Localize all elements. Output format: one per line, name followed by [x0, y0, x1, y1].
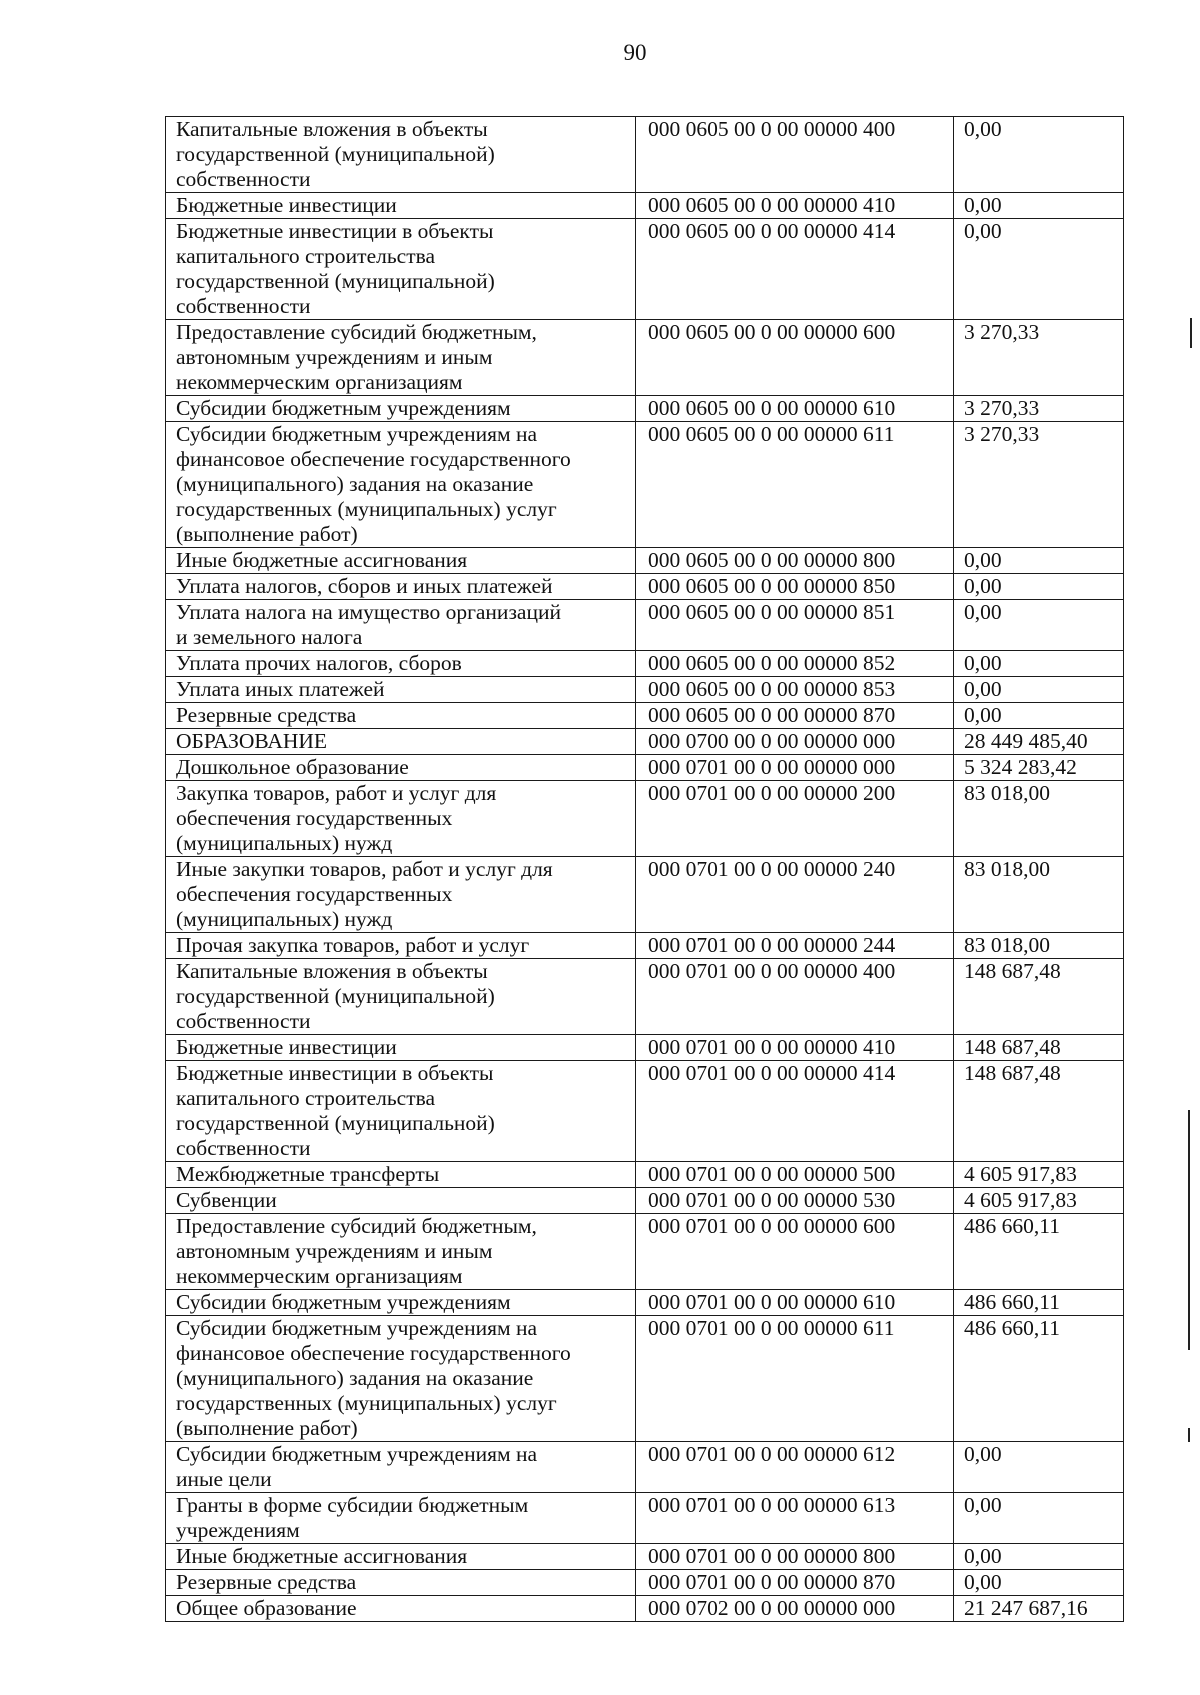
row-code-cell: 000 0701 00 0 00 00000 240 — [636, 857, 954, 933]
row-amount-cell: 28 449 485,40 — [954, 729, 1124, 755]
row-name-cell: Уплата налога на имущество организаций и земельного налога — [166, 600, 636, 651]
row-code-cell: 000 0701 00 0 00 00000 613 — [636, 1493, 954, 1544]
row-name-cell: Капитальные вложения в объекты государственной (муниципальной) собственности — [166, 117, 636, 193]
row-name-cell: Предоставление субсидий бюджетным, автономным учреждениям и иным некоммерческим организациям — [166, 1214, 636, 1290]
row-code-cell: 000 0701 00 0 00 00000 530 — [636, 1188, 954, 1214]
table-row — [166, 755, 1124, 781]
row-amount-cell: 4 605 917,83 — [954, 1188, 1124, 1214]
row-code-cell: 000 0605 00 0 00 00000 610 — [636, 396, 954, 422]
row-code-cell: 000 0701 00 0 00 00000 611 — [636, 1316, 954, 1442]
row-code-cell: 000 0702 00 0 00 00000 000 — [636, 1596, 954, 1622]
table-row — [166, 677, 1124, 703]
row-code-cell: 000 0701 00 0 00 00000 500 — [636, 1162, 954, 1188]
row-amount-cell: 0,00 — [954, 677, 1124, 703]
table-row — [166, 1035, 1124, 1061]
table-row — [166, 600, 1124, 651]
row-code-cell: 000 0701 00 0 00 00000 410 — [636, 1035, 954, 1061]
row-code-cell: 000 0701 00 0 00 00000 870 — [636, 1570, 954, 1596]
table-row — [166, 1493, 1124, 1544]
row-name-cell: Бюджетные инвестиции в объекты капитального строительства государственной (муниципальной) собственности — [166, 1061, 636, 1162]
scan-edge-mark — [1188, 1110, 1190, 1350]
row-name-cell: Общее образование — [166, 1596, 636, 1622]
page-number: 90 — [623, 40, 647, 65]
table-row — [166, 396, 1124, 422]
row-name-cell: Резервные средства — [166, 1570, 636, 1596]
row-amount-cell: 4 605 917,83 — [954, 1162, 1124, 1188]
row-code-cell: 000 0700 00 0 00 00000 000 — [636, 729, 954, 755]
row-name-cell: Субсидии бюджетным учреждениям на иные цели — [166, 1442, 636, 1493]
row-amount-cell: 486 660,11 — [954, 1214, 1124, 1290]
row-code-cell: 000 0605 00 0 00 00000 870 — [636, 703, 954, 729]
row-name-cell: Бюджетные инвестиции в объекты капитального строительства государственной (муниципальной) собственности — [166, 219, 636, 320]
table-row — [166, 857, 1124, 933]
row-code-cell: 000 0605 00 0 00 00000 611 — [636, 422, 954, 548]
table-row — [166, 574, 1124, 600]
row-name-cell: Уплата прочих налогов, сборов — [166, 651, 636, 677]
table-row — [166, 729, 1124, 755]
row-code-cell: 000 0605 00 0 00 00000 851 — [636, 600, 954, 651]
row-amount-cell: 83 018,00 — [954, 857, 1124, 933]
row-name-cell: Субсидии бюджетным учреждениям на финансовое обеспечение государственного (муниципального) задания на оказание государственных (муниципальных) услуг (выполнение работ) — [166, 422, 636, 548]
row-amount-cell: 0,00 — [954, 548, 1124, 574]
budget-table-body — [166, 117, 1124, 1622]
row-name-cell: Предоставление субсидий бюджетным, автономным учреждениям и иным некоммерческим организациям — [166, 320, 636, 396]
row-name-cell: Уплата налогов, сборов и иных платежей — [166, 574, 636, 600]
table-row — [166, 548, 1124, 574]
table-row — [166, 1316, 1124, 1442]
table-row — [166, 1570, 1124, 1596]
row-amount-cell: 3 270,33 — [954, 396, 1124, 422]
row-name-cell: Капитальные вложения в объекты государственной (муниципальной) собственности — [166, 959, 636, 1035]
row-code-cell: 000 0701 00 0 00 00000 200 — [636, 781, 954, 857]
row-amount-cell: 3 270,33 — [954, 320, 1124, 396]
row-amount-cell: 0,00 — [954, 1442, 1124, 1493]
row-amount-cell: 0,00 — [954, 703, 1124, 729]
row-code-cell: 000 0605 00 0 00 00000 414 — [636, 219, 954, 320]
table-row — [166, 1596, 1124, 1622]
row-amount-cell: 0,00 — [954, 574, 1124, 600]
table-row — [166, 422, 1124, 548]
row-code-cell: 000 0701 00 0 00 00000 600 — [636, 1214, 954, 1290]
row-amount-cell: 486 660,11 — [954, 1316, 1124, 1442]
row-code-cell: 000 0605 00 0 00 00000 853 — [636, 677, 954, 703]
row-name-cell: Субсидии бюджетным учреждениям на финансовое обеспечение государственного (муниципального) задания на оказание государственных (муниципальных) услуг (выполнение работ) — [166, 1316, 636, 1442]
row-amount-cell: 0,00 — [954, 651, 1124, 677]
row-code-cell: 000 0605 00 0 00 00000 600 — [636, 320, 954, 396]
scan-edge-mark — [1190, 318, 1192, 348]
table-row — [166, 1544, 1124, 1570]
row-name-cell: Субвенции — [166, 1188, 636, 1214]
row-code-cell: 000 0701 00 0 00 00000 000 — [636, 755, 954, 781]
row-code-cell: 000 0701 00 0 00 00000 800 — [636, 1544, 954, 1570]
budget-table — [165, 116, 1124, 1622]
row-amount-cell: 0,00 — [954, 219, 1124, 320]
row-name-cell: Субсидии бюджетным учреждениям — [166, 396, 636, 422]
row-amount-cell: 83 018,00 — [954, 781, 1124, 857]
row-code-cell: 000 0605 00 0 00 00000 410 — [636, 193, 954, 219]
row-code-cell: 000 0605 00 0 00 00000 852 — [636, 651, 954, 677]
row-amount-cell: 5 324 283,42 — [954, 755, 1124, 781]
row-name-cell: ОБРАЗОВАНИЕ — [166, 729, 636, 755]
row-name-cell: Иные бюджетные ассигнования — [166, 1544, 636, 1570]
row-name-cell: Дошкольное образование — [166, 755, 636, 781]
table-row — [166, 1061, 1124, 1162]
row-code-cell: 000 0605 00 0 00 00000 850 — [636, 574, 954, 600]
table-row — [166, 219, 1124, 320]
row-amount-cell: 148 687,48 — [954, 959, 1124, 1035]
row-amount-cell: 83 018,00 — [954, 933, 1124, 959]
row-name-cell: Резервные средства — [166, 703, 636, 729]
row-amount-cell: 486 660,11 — [954, 1290, 1124, 1316]
table-row — [166, 959, 1124, 1035]
table-row — [166, 1162, 1124, 1188]
row-amount-cell: 0,00 — [954, 117, 1124, 193]
row-amount-cell: 148 687,48 — [954, 1061, 1124, 1162]
row-name-cell: Прочая закупка товаров, работ и услуг — [166, 933, 636, 959]
table-row — [166, 703, 1124, 729]
table-row — [166, 781, 1124, 857]
row-name-cell: Гранты в форме субсидии бюджетным учреждениям — [166, 1493, 636, 1544]
row-code-cell: 000 0701 00 0 00 00000 612 — [636, 1442, 954, 1493]
row-code-cell: 000 0701 00 0 00 00000 414 — [636, 1061, 954, 1162]
row-name-cell: Бюджетные инвестиции — [166, 193, 636, 219]
table-row — [166, 1188, 1124, 1214]
table-row — [166, 193, 1124, 219]
table-row — [166, 1290, 1124, 1316]
scan-edge-mark — [1188, 1428, 1190, 1442]
row-amount-cell: 0,00 — [954, 193, 1124, 219]
row-amount-cell: 3 270,33 — [954, 422, 1124, 548]
row-name-cell: Закупка товаров, работ и услуг для обеспечения государственных (муниципальных) нужд — [166, 781, 636, 857]
row-amount-cell: 0,00 — [954, 1544, 1124, 1570]
table-row — [166, 320, 1124, 396]
row-amount-cell: 21 247 687,16 — [954, 1596, 1124, 1622]
table-row — [166, 651, 1124, 677]
row-name-cell: Бюджетные инвестиции — [166, 1035, 636, 1061]
row-code-cell: 000 0701 00 0 00 00000 610 — [636, 1290, 954, 1316]
table-row — [166, 117, 1124, 193]
row-amount-cell: 0,00 — [954, 1493, 1124, 1544]
row-amount-cell: 0,00 — [954, 600, 1124, 651]
row-amount-cell: 148 687,48 — [954, 1035, 1124, 1061]
table-row — [166, 1442, 1124, 1493]
row-amount-cell: 0,00 — [954, 1570, 1124, 1596]
row-code-cell: 000 0701 00 0 00 00000 400 — [636, 959, 954, 1035]
row-name-cell: Субсидии бюджетным учреждениям — [166, 1290, 636, 1316]
row-name-cell: Иные закупки товаров, работ и услуг для обеспечения государственных (муниципальных) нужд — [166, 857, 636, 933]
row-code-cell: 000 0605 00 0 00 00000 800 — [636, 548, 954, 574]
row-name-cell: Уплата иных платежей — [166, 677, 636, 703]
row-code-cell: 000 0605 00 0 00 00000 400 — [636, 117, 954, 193]
table-row — [166, 1214, 1124, 1290]
row-code-cell: 000 0701 00 0 00 00000 244 — [636, 933, 954, 959]
row-name-cell: Иные бюджетные ассигнования — [166, 548, 636, 574]
row-name-cell: Межбюджетные трансферты — [166, 1162, 636, 1188]
table-row — [166, 933, 1124, 959]
